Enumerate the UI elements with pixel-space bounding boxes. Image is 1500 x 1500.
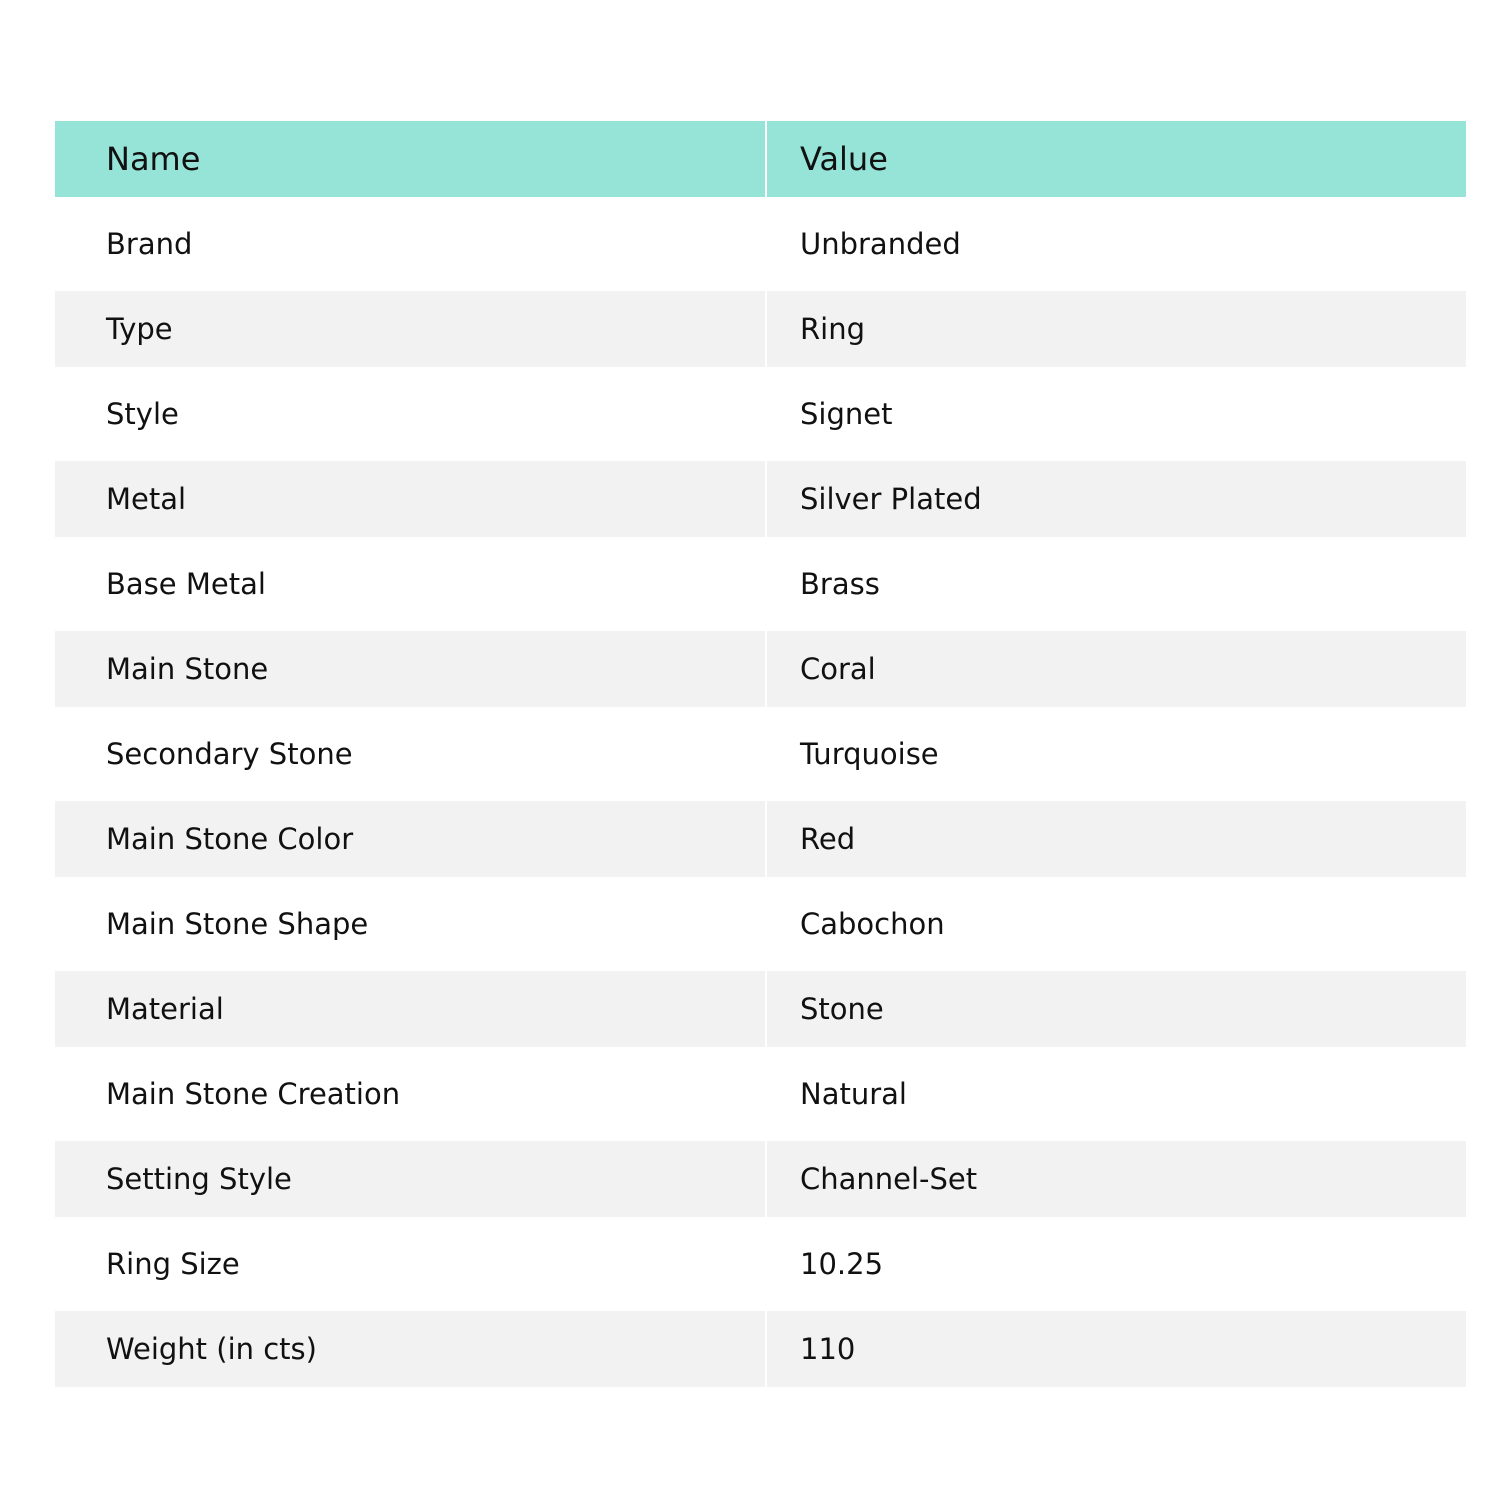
table-row	[55, 971, 1466, 1047]
table-row	[55, 1217, 1466, 1311]
row-name: Material	[55, 971, 766, 1047]
table-row	[55, 707, 1466, 801]
item-specifics-table	[55, 121, 1466, 1387]
row-value: Silver Plated	[766, 461, 1466, 537]
row-name: Brand	[55, 197, 766, 291]
row-name: Base Metal	[55, 537, 766, 631]
row-name: Main Stone Creation	[55, 1047, 766, 1141]
name-column-header: Name	[55, 121, 766, 197]
row-name: Setting Style	[55, 1141, 766, 1217]
table-header	[55, 121, 1466, 197]
table-row	[55, 1141, 1466, 1217]
row-value: Red	[766, 801, 1466, 877]
row-value: Channel-Set	[766, 1141, 1466, 1217]
row-value: 110	[766, 1311, 1466, 1387]
row-value: Coral	[766, 631, 1466, 707]
row-value: Cabochon	[766, 877, 1466, 971]
row-name: Main Stone	[55, 631, 766, 707]
table-body	[55, 197, 1466, 1387]
table-row	[55, 197, 1466, 291]
row-value: Brass	[766, 537, 1466, 631]
row-name: Type	[55, 291, 766, 367]
row-value: Signet	[766, 367, 1466, 461]
row-value: Stone	[766, 971, 1466, 1047]
value-column-header: Value	[766, 121, 1466, 197]
table-row	[55, 461, 1466, 537]
row-name: Secondary Stone	[55, 707, 766, 801]
table-row	[55, 537, 1466, 631]
table-row	[55, 291, 1466, 367]
table-row	[55, 1311, 1466, 1387]
row-value: Ring	[766, 291, 1466, 367]
row-name: Weight (in cts)	[55, 1311, 766, 1387]
table-row	[55, 631, 1466, 707]
table-row	[55, 367, 1466, 461]
table-row	[55, 1047, 1466, 1141]
row-value: Unbranded	[766, 197, 1466, 291]
header-row	[55, 121, 1466, 197]
row-name: Ring Size	[55, 1217, 766, 1311]
table-row	[55, 877, 1466, 971]
row-name: Main Stone Shape	[55, 877, 766, 971]
row-name: Metal	[55, 461, 766, 537]
row-name: Style	[55, 367, 766, 461]
row-value: Turquoise	[766, 707, 1466, 801]
row-value: 10.25	[766, 1217, 1466, 1311]
row-name: Main Stone Color	[55, 801, 766, 877]
table-row	[55, 801, 1466, 877]
row-value: Natural	[766, 1047, 1466, 1141]
